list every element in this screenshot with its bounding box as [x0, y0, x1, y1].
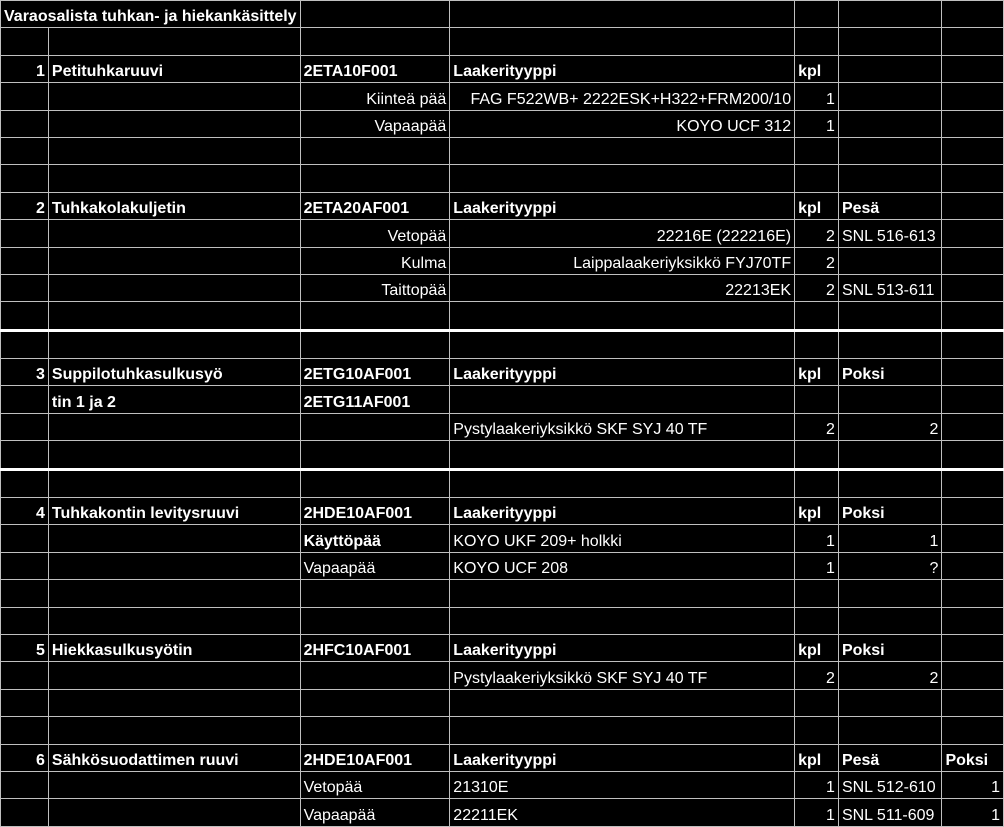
- sheet-cell[interactable]: [450, 469, 795, 497]
- sheet-cell[interactable]: Pesä: [838, 744, 942, 771]
- sheet-cell[interactable]: [300, 413, 450, 440]
- sheet-cell[interactable]: [450, 330, 795, 358]
- sheet-cell[interactable]: 22211EK: [450, 799, 795, 826]
- sheet-cell[interactable]: [48, 799, 300, 826]
- sheet-cell[interactable]: [48, 413, 300, 440]
- sheet-cell[interactable]: [795, 302, 839, 330]
- sheet-cell[interactable]: [300, 28, 450, 55]
- sheet-cell[interactable]: [1, 302, 49, 330]
- sheet-cell[interactable]: [942, 55, 1004, 82]
- sheet-row: [1, 717, 1004, 744]
- sheet-row: [1, 247, 1004, 274]
- sheet-cell[interactable]: 1: [942, 799, 1004, 826]
- sheet-cell[interactable]: Pesä: [838, 192, 942, 219]
- sheet-cell[interactable]: SNL 513-611: [838, 274, 942, 301]
- sheet-cell[interactable]: [300, 302, 450, 330]
- sheet-cell[interactable]: Varaosalista tuhkan- ja hiekankäsittely: [1, 1, 301, 28]
- sheet-cell[interactable]: [942, 359, 1004, 386]
- sheet-cell[interactable]: [942, 247, 1004, 274]
- sheet-row: [1, 330, 1004, 358]
- sheet-cell[interactable]: 1: [795, 110, 839, 137]
- sheet-cell[interactable]: [1, 110, 49, 137]
- sheet-cell[interactable]: [838, 1, 942, 28]
- sheet-cell[interactable]: [942, 83, 1004, 110]
- sheet-cell[interactable]: 2: [838, 662, 942, 689]
- sheet-cell[interactable]: [795, 580, 839, 607]
- sheet-cell[interactable]: kpl: [795, 359, 839, 386]
- sheet-cell[interactable]: [300, 1, 450, 28]
- sheet-cell[interactable]: [942, 274, 1004, 301]
- sheet-cell[interactable]: [838, 137, 942, 164]
- sheet-cell[interactable]: tin 1 ja 2: [48, 386, 300, 413]
- sheet-cell[interactable]: [450, 689, 795, 716]
- sheet-cell[interactable]: Laakerityyppi: [450, 498, 795, 525]
- sheet-cell[interactable]: Poksi: [942, 744, 1004, 771]
- sheet-row: [1, 469, 1004, 497]
- sheet-cell[interactable]: SNL 512-610: [838, 771, 942, 798]
- sheet-cell[interactable]: [942, 28, 1004, 55]
- sheet-row: [1, 192, 1004, 219]
- sheet-cell[interactable]: Suppilotuhkasulkusyö: [48, 359, 300, 386]
- sheet-cell[interactable]: 1: [942, 771, 1004, 798]
- sheet-cell[interactable]: [48, 441, 300, 469]
- sheet-cell[interactable]: [942, 580, 1004, 607]
- sheet-cell[interactable]: [795, 441, 839, 469]
- sheet-cell[interactable]: 1: [795, 771, 839, 798]
- sheet-cell[interactable]: SNL 516-613: [838, 220, 942, 247]
- sheet-cell[interactable]: Sähkösuodattimen ruuvi: [48, 744, 300, 771]
- sheet-cell[interactable]: 22216E (222216E): [450, 220, 795, 247]
- sheet-cell[interactable]: Poksi: [838, 498, 942, 525]
- sheet-cell[interactable]: [838, 717, 942, 744]
- sheet-row: [1, 744, 1004, 771]
- sheet-cell[interactable]: Laakerityyppi: [450, 359, 795, 386]
- sheet-cell[interactable]: 21310E: [450, 771, 795, 798]
- sheet-cell[interactable]: [48, 607, 300, 634]
- sheet-cell[interactable]: [795, 386, 839, 413]
- sheet-cell[interactable]: 2: [795, 220, 839, 247]
- sheet-cell[interactable]: [48, 220, 300, 247]
- spreadsheet-body: [1, 1, 1004, 827]
- sheet-cell[interactable]: [300, 607, 450, 634]
- sheet-cell[interactable]: [838, 330, 942, 358]
- sheet-cell[interactable]: kpl: [795, 744, 839, 771]
- sheet-cell[interactable]: ?: [838, 552, 942, 579]
- sheet-row: [1, 165, 1004, 192]
- sheet-cell[interactable]: [838, 55, 942, 82]
- sheet-row: [1, 662, 1004, 689]
- sheet-cell[interactable]: 2ETA20AF001: [300, 192, 450, 219]
- sheet-row: [1, 689, 1004, 716]
- sheet-row: [1, 137, 1004, 164]
- sheet-cell[interactable]: [48, 771, 300, 798]
- sheet-cell[interactable]: 3: [1, 359, 49, 386]
- sheet-cell[interactable]: [795, 689, 839, 716]
- sheet-cell[interactable]: [795, 1, 839, 28]
- sheet-cell[interactable]: [48, 330, 300, 358]
- sheet-cell[interactable]: [838, 469, 942, 497]
- sheet-cell[interactable]: 5: [1, 634, 49, 661]
- sheet-cell[interactable]: Laippalaakeriyksikkö FYJ70TF: [450, 247, 795, 274]
- sheet-cell[interactable]: [1, 469, 49, 497]
- sheet-cell[interactable]: [300, 580, 450, 607]
- sheet-cell[interactable]: 2: [1, 192, 49, 219]
- sheet-cell[interactable]: Käyttöpää: [300, 525, 450, 552]
- sheet-cell[interactable]: [1, 552, 49, 579]
- sheet-cell[interactable]: [942, 552, 1004, 579]
- sheet-cell[interactable]: [300, 137, 450, 164]
- sheet-cell[interactable]: [300, 662, 450, 689]
- sheet-row: [1, 83, 1004, 110]
- sheet-cell[interactable]: [942, 165, 1004, 192]
- sheet-cell[interactable]: 22213EK: [450, 274, 795, 301]
- sheet-cell[interactable]: [48, 302, 300, 330]
- sheet-cell[interactable]: 1: [795, 83, 839, 110]
- sheet-cell[interactable]: [838, 165, 942, 192]
- sheet-cell[interactable]: KOYO UKF 209+ holkki: [450, 525, 795, 552]
- sheet-cell[interactable]: [450, 137, 795, 164]
- sheet-cell[interactable]: [795, 717, 839, 744]
- sheet-cell[interactable]: [300, 441, 450, 469]
- sheet-cell[interactable]: [1, 525, 49, 552]
- sheet-cell[interactable]: 2ETA10F001: [300, 55, 450, 82]
- sheet-cell[interactable]: [48, 28, 300, 55]
- sheet-cell[interactable]: Laakerityyppi: [450, 192, 795, 219]
- sheet-cell[interactable]: Vapaapää: [300, 799, 450, 826]
- sheet-cell[interactable]: 1: [1, 55, 49, 82]
- sheet-cell[interactable]: [48, 525, 300, 552]
- sheet-cell[interactable]: Petituhkaruuvi: [48, 55, 300, 82]
- sheet-row: [1, 274, 1004, 301]
- sheet-cell[interactable]: 2: [838, 413, 942, 440]
- sheet-cell[interactable]: 2ETG10AF001: [300, 359, 450, 386]
- sheet-cell[interactable]: [838, 83, 942, 110]
- sheet-row: [1, 799, 1004, 826]
- sheet-cell[interactable]: kpl: [795, 55, 839, 82]
- sheet-cell[interactable]: [1, 28, 49, 55]
- sheet-cell[interactable]: FAG F522WB+ 2222ESK+H322+FRM200/10: [450, 83, 795, 110]
- sheet-cell[interactable]: [1, 386, 49, 413]
- sheet-cell[interactable]: [942, 662, 1004, 689]
- sheet-cell[interactable]: [942, 498, 1004, 525]
- sheet-cell[interactable]: 2: [795, 274, 839, 301]
- sheet-cell[interactable]: Tuhkakontin levitysruuvi: [48, 498, 300, 525]
- sheet-cell[interactable]: 2ETG11AF001: [300, 386, 450, 413]
- sheet-cell[interactable]: [838, 110, 942, 137]
- sheet-cell[interactable]: [450, 580, 795, 607]
- sheet-row: [1, 55, 1004, 82]
- sheet-cell[interactable]: [1, 413, 49, 440]
- sheet-cell[interactable]: [838, 580, 942, 607]
- sheet-row: [1, 771, 1004, 798]
- sheet-cell[interactable]: 2HFC10AF001: [300, 634, 450, 661]
- sheet-cell[interactable]: 1: [795, 552, 839, 579]
- sheet-cell[interactable]: Hiekkasulkusyötin: [48, 634, 300, 661]
- sheet-cell[interactable]: [838, 386, 942, 413]
- sheet-cell[interactable]: [300, 165, 450, 192]
- sheet-cell[interactable]: [1, 662, 49, 689]
- sheet-cell[interactable]: [795, 330, 839, 358]
- sheet-cell[interactable]: [838, 28, 942, 55]
- sheet-cell[interactable]: [795, 469, 839, 497]
- sheet-cell[interactable]: Vetopää: [300, 220, 450, 247]
- sheet-cell[interactable]: SNL 511-609: [838, 799, 942, 826]
- sheet-cell[interactable]: kpl: [795, 634, 839, 661]
- sheet-cell[interactable]: [1, 771, 49, 798]
- sheet-cell[interactable]: [450, 165, 795, 192]
- sheet-cell[interactable]: [942, 137, 1004, 164]
- sheet-row: [1, 220, 1004, 247]
- sheet-row: [1, 413, 1004, 440]
- sheet-cell[interactable]: [942, 689, 1004, 716]
- sheet-row: [1, 498, 1004, 525]
- sheet-cell[interactable]: [1, 799, 49, 826]
- sheet-cell[interactable]: [48, 274, 300, 301]
- sheet-cell[interactable]: [1, 689, 49, 716]
- sheet-cell[interactable]: Vetopää: [300, 771, 450, 798]
- sheet-cell[interactable]: [1, 607, 49, 634]
- sheet-cell[interactable]: [1, 83, 49, 110]
- sheet-cell[interactable]: [450, 386, 795, 413]
- sheet-cell[interactable]: [838, 247, 942, 274]
- sheet-cell[interactable]: [300, 689, 450, 716]
- sheet-cell[interactable]: kpl: [795, 498, 839, 525]
- sheet-cell[interactable]: Laakerityyppi: [450, 55, 795, 82]
- sheet-cell[interactable]: [795, 28, 839, 55]
- sheet-cell[interactable]: Laakerityyppi: [450, 634, 795, 661]
- sheet-row: [1, 525, 1004, 552]
- sheet-cell[interactable]: [450, 28, 795, 55]
- sheet-cell[interactable]: [942, 717, 1004, 744]
- sheet-cell[interactable]: Vapaapää: [300, 110, 450, 137]
- sheet-cell[interactable]: [1, 330, 49, 358]
- sheet-cell[interactable]: [942, 386, 1004, 413]
- sheet-cell[interactable]: [838, 302, 942, 330]
- sheet-cell[interactable]: [48, 552, 300, 579]
- sheet-cell[interactable]: [48, 165, 300, 192]
- sheet-cell[interactable]: [942, 220, 1004, 247]
- sheet-cell[interactable]: [795, 137, 839, 164]
- sheet-cell[interactable]: [1, 717, 49, 744]
- sheet-cell[interactable]: Taittopää: [300, 274, 450, 301]
- sheet-cell[interactable]: [838, 607, 942, 634]
- sheet-cell[interactable]: [300, 330, 450, 358]
- sheet-cell[interactable]: Laakerityyppi: [450, 744, 795, 771]
- sheet-row: [1, 552, 1004, 579]
- sheet-cell[interactable]: [1, 274, 49, 301]
- sheet-cell[interactable]: [1, 165, 49, 192]
- sheet-row: [1, 386, 1004, 413]
- sheet-cell[interactable]: [1, 137, 49, 164]
- sheet-cell[interactable]: [450, 717, 795, 744]
- sheet-cell[interactable]: [795, 607, 839, 634]
- sheet-cell[interactable]: [1, 247, 49, 274]
- sheet-cell[interactable]: [48, 469, 300, 497]
- sheet-cell[interactable]: [942, 525, 1004, 552]
- sheet-cell[interactable]: [48, 717, 300, 744]
- sheet-row: [1, 441, 1004, 469]
- sheet-cell[interactable]: Poksi: [838, 359, 942, 386]
- sheet-cell[interactable]: [48, 662, 300, 689]
- sheet-cell[interactable]: Kulma: [300, 247, 450, 274]
- sheet-cell[interactable]: [48, 247, 300, 274]
- sheet-cell[interactable]: [48, 137, 300, 164]
- sheet-cell[interactable]: [450, 302, 795, 330]
- sheet-cell[interactable]: [942, 1, 1004, 28]
- sheet-row: [1, 359, 1004, 386]
- sheet-cell[interactable]: [48, 110, 300, 137]
- sheet-cell[interactable]: [942, 302, 1004, 330]
- sheet-cell[interactable]: [942, 607, 1004, 634]
- sheet-cell[interactable]: [942, 330, 1004, 358]
- sheet-cell[interactable]: Pystylaakeriyksikkö SKF SYJ 40 TF: [450, 413, 795, 440]
- sheet-cell[interactable]: [838, 441, 942, 469]
- sheet-cell[interactable]: 2: [795, 413, 839, 440]
- sheet-cell[interactable]: KOYO UCF 312: [450, 110, 795, 137]
- sheet-cell[interactable]: 1: [795, 525, 839, 552]
- sheet-cell[interactable]: [1, 441, 49, 469]
- sheet-cell[interactable]: 1: [838, 525, 942, 552]
- sheet-row: [1, 302, 1004, 330]
- sheet-cell[interactable]: Pystylaakeriyksikkö SKF SYJ 40 TF: [450, 662, 795, 689]
- sheet-cell[interactable]: [942, 469, 1004, 497]
- sheet-cell[interactable]: 2HDE10AF001: [300, 744, 450, 771]
- sheet-cell[interactable]: 1: [795, 799, 839, 826]
- sheet-cell[interactable]: [942, 441, 1004, 469]
- sheet-row: [1, 110, 1004, 137]
- sheet-row: [1, 28, 1004, 55]
- sheet-cell[interactable]: [1, 580, 49, 607]
- sheet-cell[interactable]: 2: [795, 247, 839, 274]
- sheet-cell[interactable]: [795, 165, 839, 192]
- sheet-cell[interactable]: [48, 580, 300, 607]
- sheet-cell[interactable]: 6: [1, 744, 49, 771]
- sheet-row: [1, 580, 1004, 607]
- sheet-cell[interactable]: [450, 1, 795, 28]
- sheet-cell[interactable]: [450, 607, 795, 634]
- sheet-cell[interactable]: kpl: [795, 192, 839, 219]
- sheet-cell[interactable]: [300, 469, 450, 497]
- sheet-cell[interactable]: Poksi: [838, 634, 942, 661]
- sheet-cell[interactable]: [942, 413, 1004, 440]
- sheet-row: [1, 607, 1004, 634]
- sheet-row: [1, 1, 1004, 28]
- sheet-cell[interactable]: 4: [1, 498, 49, 525]
- sheet-cell[interactable]: [300, 717, 450, 744]
- sheet-cell[interactable]: 2HDE10AF001: [300, 498, 450, 525]
- sheet-cell[interactable]: Kiinteä pää: [300, 83, 450, 110]
- sheet-cell[interactable]: [1, 220, 49, 247]
- sheet-cell[interactable]: [48, 689, 300, 716]
- sheet-cell[interactable]: [450, 441, 795, 469]
- sheet-cell[interactable]: [942, 110, 1004, 137]
- sheet-row: [1, 634, 1004, 661]
- sheet-cell[interactable]: KOYO UCF 208: [450, 552, 795, 579]
- sheet-cell[interactable]: [838, 689, 942, 716]
- sheet-cell[interactable]: [942, 192, 1004, 219]
- sheet-cell[interactable]: Vapaapää: [300, 552, 450, 579]
- sheet-cell[interactable]: [942, 634, 1004, 661]
- sheet-cell[interactable]: 2: [795, 662, 839, 689]
- sheet-cell[interactable]: [48, 83, 300, 110]
- sheet-cell[interactable]: Tuhkakolakuljetin: [48, 192, 300, 219]
